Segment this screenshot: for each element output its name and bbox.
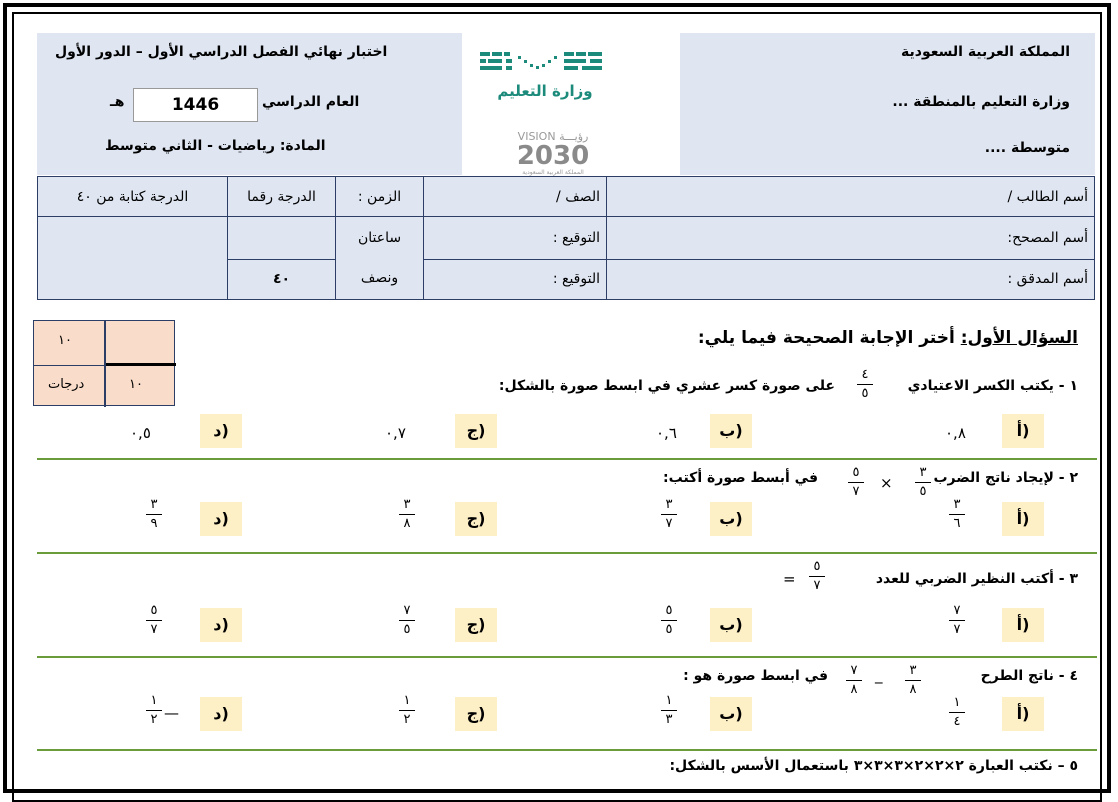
q4-fraction-1: ٣ ٨ bbox=[902, 664, 924, 697]
q2-text-b: في أبسط صورة أكتب: bbox=[663, 470, 818, 486]
q2-option-b-value: ٣ ٧ bbox=[658, 498, 680, 531]
q2-fraction-1: ٣ ٥ bbox=[912, 466, 934, 499]
q1-option-d-label[interactable]: د) bbox=[200, 414, 242, 448]
divider-4 bbox=[37, 749, 1097, 751]
ministry-logo-icon bbox=[478, 48, 618, 78]
q4-option-b-value: ١ ٣ bbox=[658, 694, 680, 727]
section-title bbox=[698, 328, 1078, 348]
subject-label: المادة: رياضيات - الثاني متوسط bbox=[105, 138, 326, 154]
year-suffix: هـ bbox=[110, 94, 125, 110]
q2-option-a-label[interactable]: أ) bbox=[1002, 502, 1044, 536]
q1-option-c-value: ٠,٧ bbox=[385, 424, 406, 442]
q2-option-d-label[interactable]: د) bbox=[200, 502, 242, 536]
ministry-logo-text: وزارة التعليم bbox=[497, 82, 593, 100]
q4-option-a-value: ١ ٤ bbox=[946, 696, 968, 729]
q2-operator: × bbox=[880, 474, 893, 492]
q1-text-b: على صورة كسر عشري في ابسط صورة بالشكل: bbox=[498, 378, 835, 394]
section-title-underlined: السؤال الأول: bbox=[960, 328, 1078, 348]
q1-option-c-label[interactable]: ج) bbox=[455, 414, 497, 448]
q2-option-b-label[interactable]: ب) bbox=[710, 502, 752, 536]
time-label: الزمن : bbox=[336, 177, 424, 217]
score-number-label: الدرجة رقما bbox=[228, 177, 336, 217]
year-value: 1446 bbox=[133, 88, 258, 122]
student-info-table bbox=[37, 176, 1095, 300]
q3-text-a: ٣ - أكتب النظير الضربي للعدد bbox=[875, 571, 1078, 587]
q4-text-a: ٤ - ناتج الطرح bbox=[980, 668, 1078, 684]
q3-option-a-value: ٧ ٧ bbox=[946, 604, 968, 637]
q3-option-c-value: ٧ ٥ bbox=[396, 604, 418, 637]
kingdom-label: المملكة العربية السعودية bbox=[901, 44, 1070, 60]
q3-option-d-value: ٥ ٧ bbox=[143, 604, 165, 637]
q1-option-b-label[interactable]: ب) bbox=[710, 414, 752, 448]
max-score: ٤٠ bbox=[228, 259, 336, 299]
q2-option-c-label[interactable]: ج) bbox=[455, 502, 497, 536]
score-text-label: الدرجة كتابة من ٤٠ bbox=[38, 177, 228, 217]
q4-fraction-2: ٧ ٨ bbox=[843, 664, 865, 697]
q1-fraction: ٤ ٥ bbox=[854, 368, 876, 401]
q4-option-b-label[interactable]: ب) bbox=[710, 697, 752, 731]
score-top: ١٠ bbox=[58, 333, 72, 348]
exam-title: اختبار نهائي الفصل الدراسي الأول – الدور الأول bbox=[55, 44, 388, 60]
time-value-2: ونصف bbox=[360, 270, 399, 287]
q3-option-a-label[interactable]: أ) bbox=[1002, 608, 1044, 642]
q2-text-a: ٢ - لإيجاد ناتج الضرب bbox=[933, 470, 1078, 486]
score-text-cell bbox=[38, 217, 228, 300]
q3-option-d-label[interactable]: د) bbox=[200, 608, 242, 642]
section-title-rest: أختر الإجابة الصحيحة فيما يلي: bbox=[697, 328, 961, 348]
divider-2 bbox=[37, 552, 1097, 554]
q2-option-d-value: ٣ ٩ bbox=[143, 498, 165, 531]
q3-option-c-label[interactable]: ج) bbox=[455, 608, 497, 642]
divider-3 bbox=[37, 656, 1097, 658]
section-score-box bbox=[33, 320, 175, 406]
year-label: العام الدراسي bbox=[262, 94, 360, 110]
q4-option-d-minus: — bbox=[164, 704, 179, 722]
q1-text-a: ١ - يكتب الكسر الاعتيادي bbox=[907, 378, 1078, 394]
corrector-label: أسم المصحح: bbox=[607, 217, 1095, 259]
vision-2030-logo bbox=[488, 126, 618, 176]
q4-option-d-value: ١ ٢ bbox=[143, 694, 165, 727]
q3-equals: = bbox=[783, 570, 796, 588]
q1-option-d-value: ٠,٥ bbox=[130, 424, 151, 442]
student-name-label: أسم الطالب / bbox=[607, 177, 1095, 217]
reviewer-label: أسم المدقق : bbox=[607, 259, 1095, 299]
score-unit: درجات bbox=[48, 377, 85, 392]
q4-option-d-label[interactable]: د) bbox=[200, 697, 242, 731]
q5-text: ٥ – نكتب العبارة ٢×٢×٢×٣×٣×٣ باستعمال الأسس بالشكل: bbox=[669, 758, 1078, 774]
q2-option-c-value: ٣ ٨ bbox=[396, 498, 418, 531]
q2-option-a-value: ٣ ٦ bbox=[946, 498, 968, 531]
score-bottom: ١٠ bbox=[129, 377, 143, 392]
q4-option-c-label[interactable]: ج) bbox=[455, 697, 497, 731]
school-label: متوسطة .... bbox=[984, 140, 1070, 156]
q1-option-a-label[interactable]: أ) bbox=[1002, 414, 1044, 448]
corrector-sign-label: التوقيع : bbox=[424, 217, 607, 259]
vision-sub: المملكة العربية السعودية bbox=[522, 169, 584, 176]
reviewer-sign-label: التوقيع : bbox=[424, 259, 607, 299]
q4-option-c-value: ١ ٢ bbox=[396, 694, 418, 727]
time-value-1: ساعتان bbox=[357, 230, 402, 247]
time-value bbox=[336, 217, 424, 300]
q1-option-b-value: ٠,٦ bbox=[656, 424, 677, 442]
q2-fraction-2: ٥ ٧ bbox=[845, 466, 867, 499]
ministry-label: وزارة التعليم بالمنطقة ... bbox=[892, 94, 1070, 110]
vision-text: VISION رؤيـــة bbox=[517, 130, 589, 143]
score-number-cell bbox=[228, 217, 336, 259]
q1-option-a-value: ٠,٨ bbox=[945, 424, 966, 442]
q3-fraction: ٥ ٧ bbox=[806, 560, 828, 593]
q4-text-b: في ابسط صورة هو : bbox=[683, 668, 828, 684]
divider-1 bbox=[37, 458, 1097, 460]
q3-option-b-label[interactable]: ب) bbox=[710, 608, 752, 642]
q4-option-a-label[interactable]: أ) bbox=[1002, 697, 1044, 731]
vision-year: 2030 bbox=[516, 141, 590, 171]
grade-label: الصف / bbox=[424, 177, 607, 217]
q3-option-b-value: ٥ ٥ bbox=[658, 604, 680, 637]
q4-operator: _ bbox=[875, 666, 883, 684]
